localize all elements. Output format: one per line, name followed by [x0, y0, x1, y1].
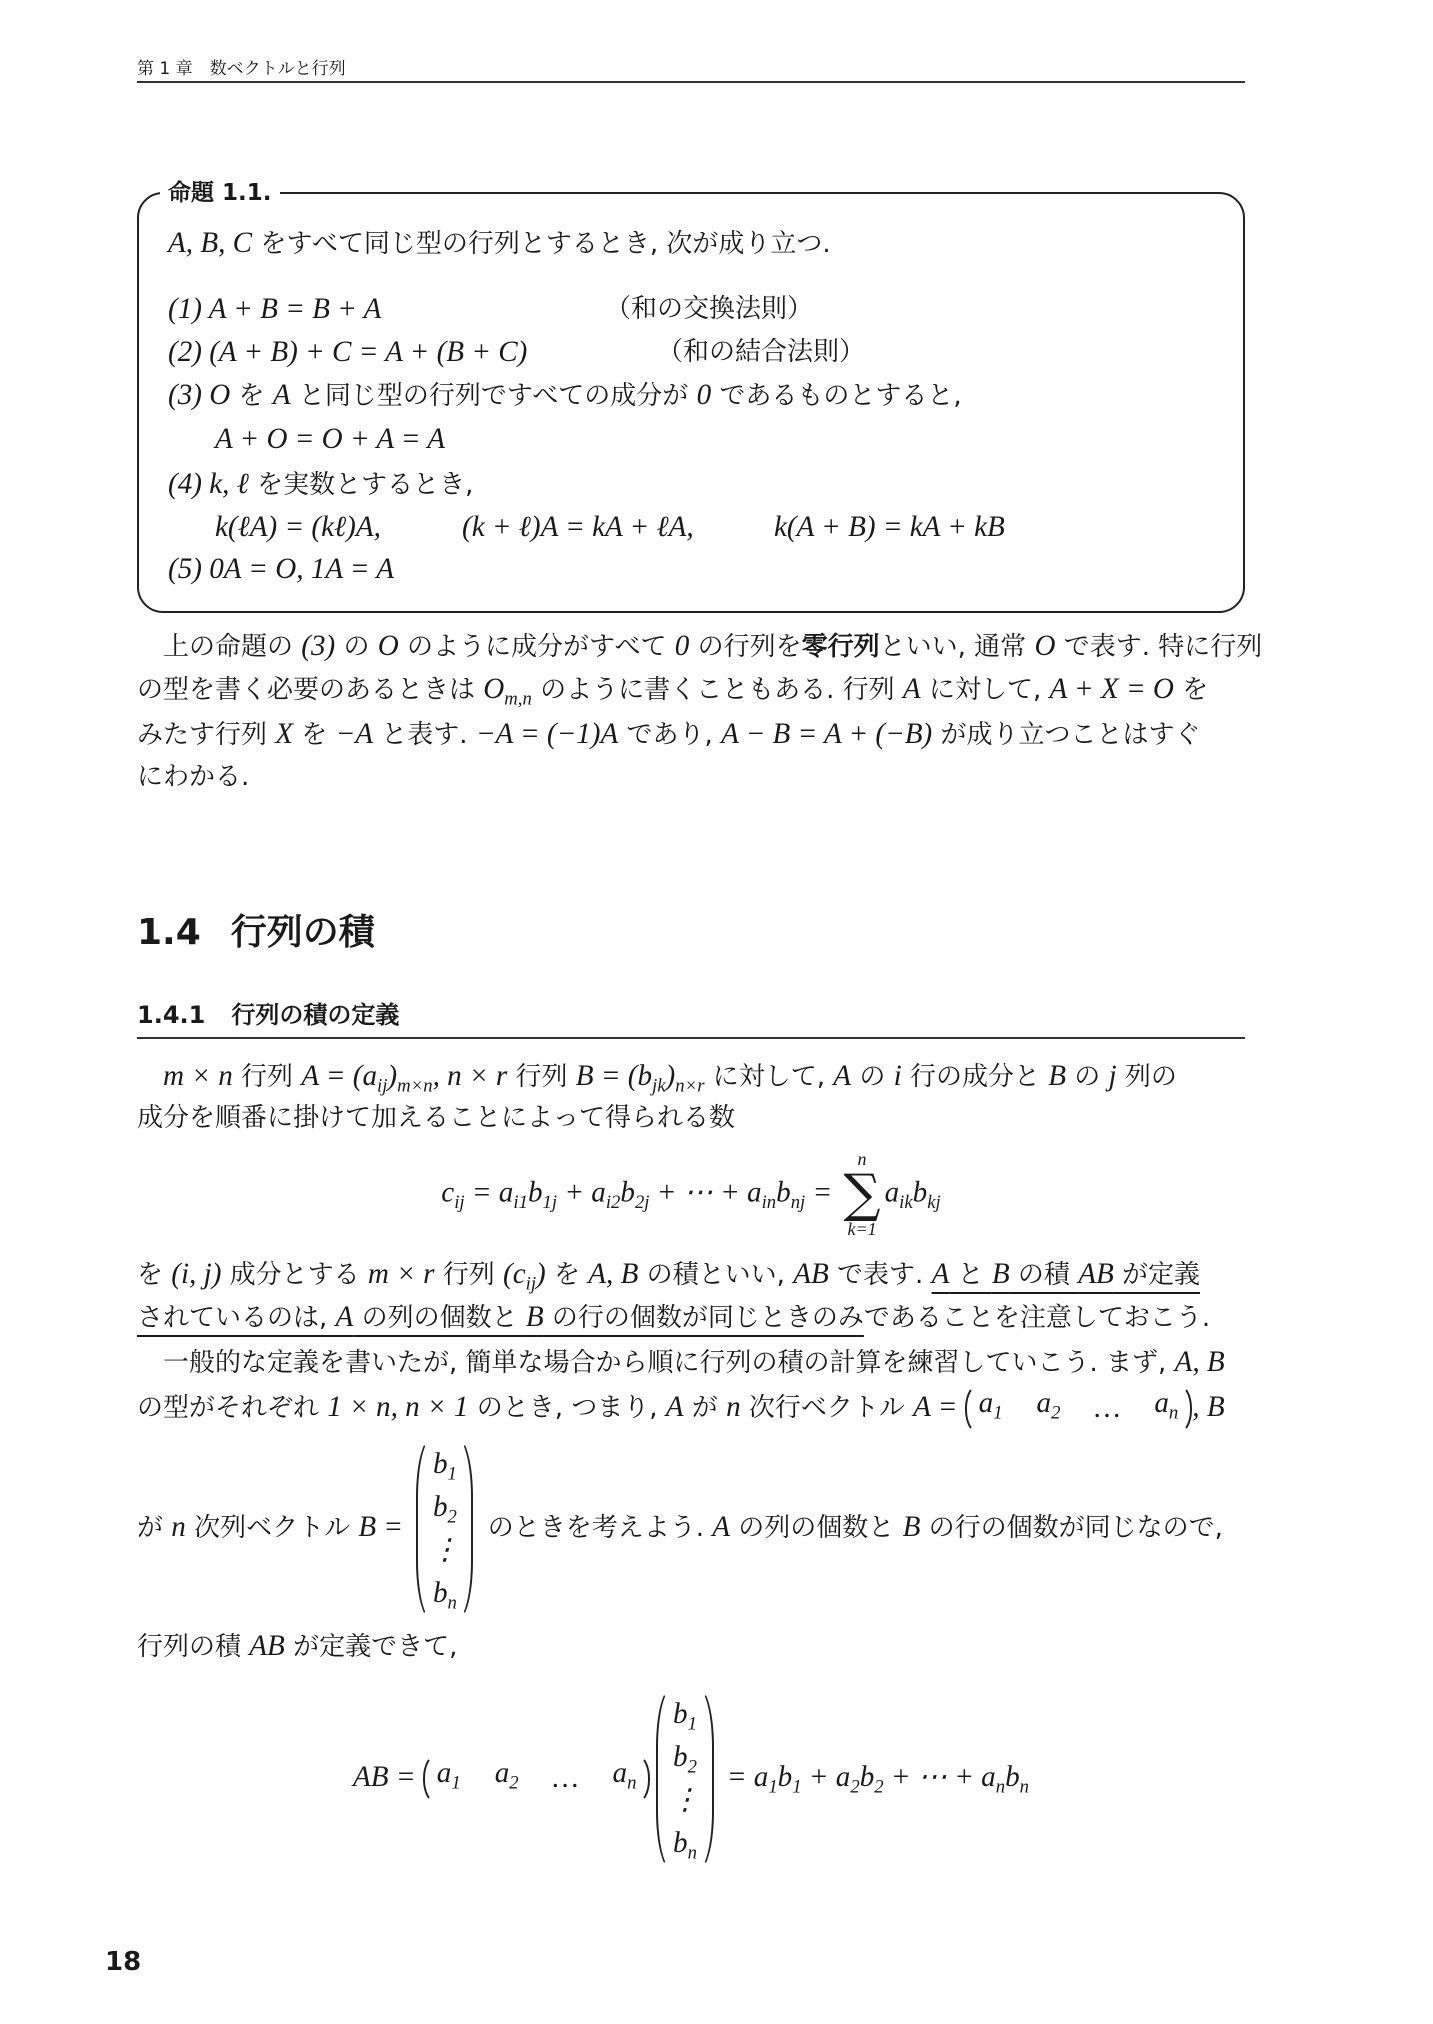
math-expression: …: [1094, 1392, 1121, 1424]
proposition-item-1: [168, 287, 381, 332]
text-run: の: [851, 1062, 894, 1092]
text-run: を: [293, 720, 336, 750]
text-run: であるものとすると,: [711, 381, 962, 411]
text-run: を: [1173, 675, 1209, 705]
text-run: といい, 通常: [879, 632, 1035, 662]
proposition-item-2: [168, 330, 527, 375]
text-run: が成り立つことはすぐ: [932, 720, 1201, 750]
vector-entry: [979, 1381, 1003, 1436]
proposition-item-4-equation-2: [462, 505, 694, 550]
math-expression: A: [665, 1391, 684, 1423]
body-line: [137, 1624, 1245, 1669]
math-expression: A: [902, 673, 921, 705]
paragraph-line: [137, 624, 1263, 669]
vector-entry: [430, 1529, 459, 1572]
subsection-heading: [137, 995, 399, 1030]
math-expression: ): [665, 1060, 676, 1092]
math-expression: A: [931, 1258, 950, 1290]
vector-entry: [673, 1736, 697, 1779]
text-run: が定義できて,: [284, 1632, 458, 1662]
math-expression: AB: [1078, 1258, 1114, 1290]
subscript: 1: [993, 1402, 1003, 1424]
math-expression: b: [1005, 1761, 1020, 1793]
math-expression: a: [978, 1387, 994, 1420]
math-expression: a: [884, 1176, 900, 1209]
subscript: n: [627, 1772, 637, 1794]
math-expression: B: [991, 1258, 1010, 1290]
text-run: の行の個数が同じなので,: [920, 1513, 1223, 1543]
column-vector: [416, 1437, 473, 1621]
body-line: [137, 1096, 1245, 1140]
subscript: 2: [509, 1772, 519, 1794]
display-formula-ab: [137, 1682, 1245, 1883]
math-expression: …: [552, 1762, 579, 1794]
subscript: n: [1019, 1776, 1029, 1798]
proposition-item-1-note: （和の交換法則）: [605, 294, 814, 324]
math-expression: 0: [696, 379, 712, 411]
math-expression: O: [1034, 630, 1056, 662]
math-expression: A, B: [588, 1258, 639, 1290]
math-expression: a: [436, 1757, 452, 1790]
vector-entry: [1154, 1381, 1178, 1436]
text-run: みたす行列: [137, 720, 276, 750]
vector-entry: [433, 1572, 457, 1615]
text-run: の型を書く必要のあるときは: [137, 675, 484, 705]
text-run: 行列: [232, 1062, 302, 1092]
subscript: 1: [687, 1713, 697, 1735]
math-expression: B =: [358, 1511, 411, 1543]
text-run: の列の個数と: [353, 1303, 526, 1333]
subscript: 2: [874, 1776, 884, 1798]
sum-lower-limit: k=1: [847, 1219, 877, 1239]
math-expression: O: [483, 673, 505, 705]
text-run: に対して,: [704, 1062, 834, 1092]
subsection-title: 行列の積の定義: [231, 1001, 400, 1029]
vector-entry: [613, 1751, 637, 1806]
math-expression: (c: [503, 1258, 526, 1290]
text-run: 一般的な定義を書いたが, 簡単な場合から順に行列の積の計算を練習していこう. まず,: [163, 1348, 1175, 1378]
subscript: n×r: [675, 1075, 705, 1097]
math-expression: B: [525, 1301, 544, 1333]
subscript: 2j: [634, 1192, 650, 1214]
math-expression: b: [912, 1176, 928, 1209]
text-run: 成分とする: [221, 1260, 368, 1290]
subscript: 2: [687, 1756, 697, 1778]
body-line: [137, 1295, 1245, 1340]
math-expression: m × n: [163, 1060, 233, 1092]
text-run: の: [335, 632, 378, 662]
text-run: を実数とするとき,: [248, 470, 474, 500]
math-expression: A − B = A + (−B): [721, 718, 933, 750]
math-expression: b: [432, 1490, 448, 1523]
proposition-item-3-equation: [215, 417, 445, 462]
text-run: 行列の積: [137, 1632, 250, 1662]
math-expression: + a: [801, 1761, 851, 1793]
subscript: ij: [525, 1273, 537, 1295]
math-expression: A + X = O: [1049, 673, 1174, 705]
body-line: [137, 1382, 1245, 1434]
math-expression: b: [527, 1176, 543, 1209]
math-expression: X: [275, 718, 294, 750]
subscript: 1: [447, 1463, 457, 1485]
math-expression: (5) 0A = O, 1A = A: [168, 553, 395, 585]
math-expression: ): [536, 1258, 546, 1290]
vector-entry: [1037, 1381, 1061, 1436]
math-expression: n: [726, 1391, 741, 1423]
math-expression: + ⋯ + a: [649, 1176, 762, 1209]
math-expression: A: [712, 1511, 731, 1543]
math-expression: a: [1154, 1387, 1169, 1420]
math-expression: k(A + B) = kA + kB: [774, 511, 1005, 543]
subscript: 2: [1051, 1402, 1061, 1424]
text-run: で表す. 特に行列: [1055, 632, 1263, 662]
subscript: kj: [927, 1192, 941, 1214]
math-expression: b: [673, 1697, 688, 1730]
math-expression: AB: [793, 1258, 829, 1290]
text-run: の: [1066, 1062, 1109, 1092]
math-expression: (3): [301, 630, 336, 662]
vector-entry: [670, 1779, 699, 1822]
math-expression: (1) A + B = B + A: [168, 293, 382, 325]
text-run: のとき, つまり,: [468, 1393, 666, 1423]
text-run: 次行ベクトル: [740, 1393, 914, 1423]
math-expression: −A = (−1)A: [475, 718, 619, 750]
vector-entry: [553, 1756, 579, 1801]
subscript: 1: [768, 1776, 778, 1798]
proposition-item-4-equation-3: [774, 505, 1005, 550]
subsection-rule: [137, 1037, 1245, 1039]
math-expression: a: [612, 1757, 628, 1790]
body-line: [137, 1340, 1245, 1385]
math-expression: b: [432, 1447, 448, 1480]
text-run: に対して,: [920, 675, 1050, 705]
text-run: のときを考えよう.: [479, 1513, 713, 1543]
proposition-item-3: [168, 373, 962, 418]
text-run: と同じ型の行列ですべての成分が: [290, 381, 697, 411]
section-heading: [137, 904, 375, 955]
proposition-intro: [168, 221, 831, 266]
subscript: i2: [605, 1192, 621, 1214]
page-number: 18: [105, 1947, 142, 1977]
paragraph-line: [137, 712, 1245, 757]
subscript: n: [995, 1776, 1006, 1798]
subscript: nj: [790, 1192, 806, 1214]
text-run: が: [683, 1393, 727, 1423]
text-run: が: [137, 1513, 172, 1543]
math-expression: A: [272, 379, 291, 411]
text-run: 成分を順番に掛けて加えることによって得られる数: [137, 1103, 736, 1133]
vector-entry: [433, 1443, 457, 1486]
math-expression: , B: [1192, 1391, 1225, 1423]
subscript: i1: [513, 1192, 528, 1214]
math-expression: A =: [913, 1391, 965, 1423]
math-expression: A: [833, 1060, 852, 1092]
section-title: 行列の積: [230, 912, 375, 953]
text-run: 列の: [1116, 1062, 1177, 1092]
math-expression: ⋮: [430, 1533, 460, 1566]
subscript: in: [761, 1192, 777, 1214]
subscript: 1j: [542, 1192, 558, 1214]
running-header: 第 1 章 数ベクトルと行列: [137, 59, 346, 79]
proposition-item-4: [168, 462, 473, 507]
math-expression: (4) k, ℓ: [168, 468, 249, 500]
text-run: を: [545, 1260, 589, 1290]
bold-term: 零行列: [801, 632, 880, 662]
section-number: 1.4: [137, 912, 201, 953]
math-expression: b: [673, 1826, 688, 1859]
proposition-title: 命題 1.1.: [160, 174, 280, 207]
math-expression: 1 × n, n × 1: [327, 1391, 469, 1423]
text-run: の行の個数が同じときのみ: [543, 1303, 864, 1333]
math-expression: , n × r: [432, 1060, 508, 1092]
subscript: ij: [454, 1192, 465, 1214]
text-run: 行列: [434, 1260, 504, 1290]
math-expression: AB: [249, 1630, 285, 1662]
math-expression: i: [893, 1060, 902, 1092]
text-run: と表す.: [373, 720, 476, 750]
text-run: の型がそれぞれ: [137, 1393, 328, 1423]
subscript: jk: [652, 1075, 666, 1097]
text-run: の行列を: [689, 632, 802, 662]
body-line: [137, 1434, 1245, 1620]
text-run: の積といい,: [638, 1260, 794, 1290]
math-expression: 0: [674, 630, 690, 662]
math-expression: b: [776, 1176, 791, 1209]
math-expression: a: [1036, 1387, 1052, 1420]
math-expression: ): [387, 1060, 398, 1092]
text-run: 行の成分と: [901, 1062, 1049, 1092]
text-run: であり,: [618, 720, 722, 750]
subscript: n: [447, 1592, 457, 1614]
math-expression: A: [335, 1301, 354, 1333]
math-expression: A = (a: [301, 1060, 378, 1092]
math-expression: b: [432, 1576, 448, 1609]
row-vector: [965, 1384, 1193, 1434]
subscript: 2: [850, 1776, 860, 1798]
math-expression: B = (b: [575, 1060, 653, 1092]
vector-entry: [437, 1751, 461, 1806]
math-expression: B: [902, 1511, 921, 1543]
subscript: 1: [792, 1776, 802, 1798]
text-run: されているのは,: [137, 1303, 336, 1333]
text-run: の列の個数と: [730, 1513, 903, 1543]
subscript: ik: [899, 1192, 913, 1214]
math-expression: (2) (A + B) + C = A + (B + C): [168, 336, 528, 368]
subscript: 1: [451, 1772, 461, 1794]
math-expression: ⋮: [670, 1783, 700, 1816]
math-expression: b: [620, 1176, 635, 1209]
math-expression: (k + ℓ)A = kA + ℓA,: [462, 511, 694, 543]
text-run: 行列: [507, 1062, 576, 1092]
header-rule: [137, 81, 1245, 83]
display-formula-cij: [137, 1150, 1245, 1243]
vector-entry: [433, 1486, 457, 1529]
proposition-item-5: [168, 547, 394, 592]
math-expression: (i, j): [171, 1258, 222, 1290]
text-run: の積: [1009, 1260, 1079, 1290]
math-expression: n: [171, 1511, 186, 1543]
math-expression: a: [494, 1757, 510, 1790]
row-vector: [423, 1754, 651, 1804]
text-run: であることを注意しておこう.: [863, 1303, 1211, 1333]
math-expression: B: [1048, 1060, 1066, 1092]
sigma-symbol: ∑: [843, 1164, 881, 1224]
vector-entry: [495, 1751, 519, 1806]
paragraph-line: [137, 755, 1245, 799]
subscript: n: [1168, 1402, 1179, 1424]
math-expression: b: [859, 1761, 875, 1793]
text-run: が定義: [1113, 1260, 1201, 1290]
vector-entry: [1094, 1386, 1120, 1431]
math-expression: (3) O: [168, 379, 231, 411]
column-vector: [656, 1687, 713, 1871]
text-run: 次列ベクトル: [185, 1513, 359, 1543]
text-run: を: [137, 1260, 172, 1290]
proposition-item-4-equation-1: [215, 505, 381, 550]
text-run: をすべて同じ型の行列とするとき, 次が成り立つ.: [252, 229, 831, 259]
text-run: を: [230, 381, 273, 411]
math-expression: −A: [335, 718, 374, 750]
text-run: で表す.: [828, 1260, 932, 1290]
math-expression: b: [673, 1740, 688, 1773]
vector-entry: [673, 1822, 697, 1865]
math-expression: A + O = O + A = A: [215, 423, 446, 455]
text-run: のように書くこともある. 行列: [531, 675, 903, 705]
subscript: m×n: [397, 1075, 433, 1097]
math-expression: = a: [719, 1761, 769, 1793]
math-expression: AB =: [353, 1761, 423, 1793]
subsection-number: 1.4.1: [137, 1001, 206, 1029]
summation: [843, 1150, 880, 1238]
math-expression: = a: [464, 1176, 514, 1209]
proposition-item-2-note: （和の結合法則）: [657, 337, 866, 367]
math-expression: k(ℓA) = (kℓ)A,: [215, 511, 381, 543]
text-run: と: [949, 1260, 992, 1290]
math-expression: j: [1108, 1060, 1117, 1092]
sum-upper-limit: n: [857, 1149, 867, 1169]
math-expression: A, B, C: [168, 227, 253, 259]
subscript: ij: [377, 1075, 388, 1097]
text-run: にわかる.: [137, 762, 250, 792]
text-run: のように成分がすべて: [398, 632, 675, 662]
math-expression: c: [441, 1176, 455, 1209]
math-expression: + ⋯ + a: [883, 1761, 996, 1793]
math-expression: =: [805, 1176, 840, 1209]
math-expression: O: [377, 630, 399, 662]
math-expression: b: [777, 1761, 793, 1793]
vector-entry: [673, 1693, 697, 1736]
subscript: m,n: [504, 688, 532, 710]
math-expression: + a: [557, 1176, 606, 1209]
text-run: 上の命題の: [163, 632, 302, 662]
subscript: 2: [447, 1506, 457, 1528]
math-expression: m × r: [367, 1258, 435, 1290]
subscript: n: [687, 1842, 697, 1864]
math-expression: A, B: [1174, 1346, 1225, 1378]
